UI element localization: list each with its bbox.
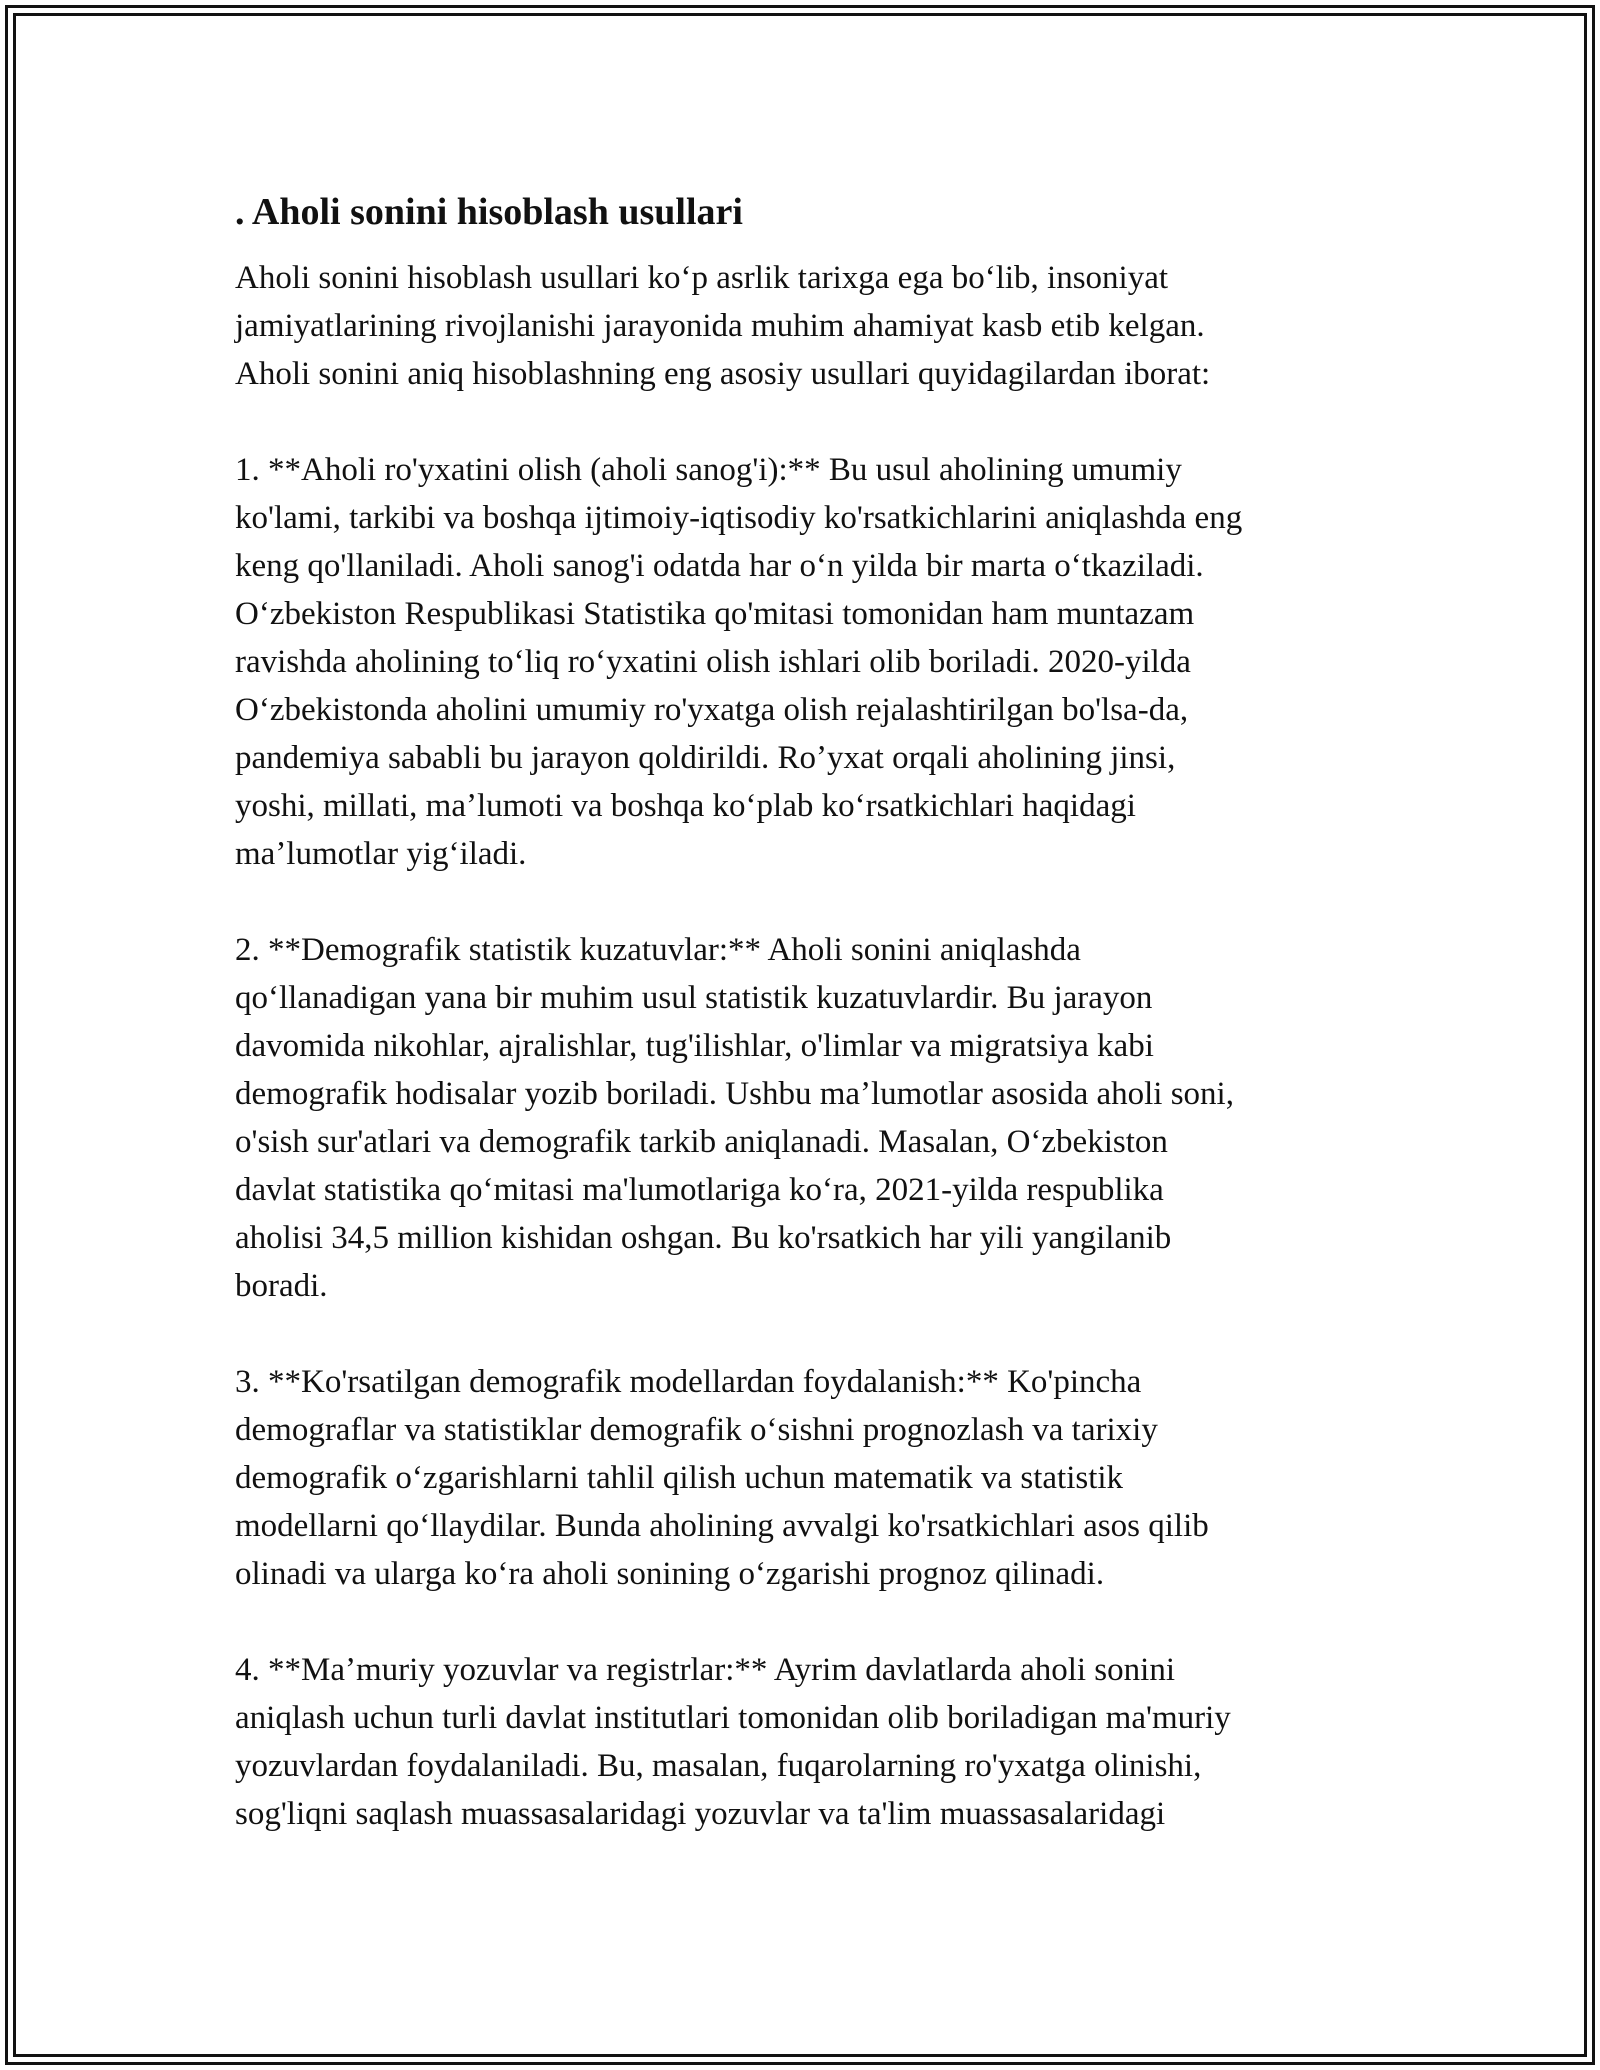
text-line: aniqlash uchun turli davlat institutlari tomonidan olib boriladigan ma'muriy <box>235 1700 1231 1736</box>
text-line: boradi. <box>235 1268 328 1304</box>
text-line: 4. **Maʼmuriy yozuvlar va registrlar:** Ayrim davlatlarda aholi sonini <box>235 1652 1175 1688</box>
text-line: Aholi sonini hisoblash usullari koʻp asrlik tarixga ega boʻlib, insoniyat <box>235 260 1169 296</box>
text-line: modellarni qoʻllaydilar. Bunda aholining avvalgi ko'rsatkichlari asos qilib <box>235 1508 1209 1544</box>
method-1-paragraph <box>235 446 1375 878</box>
text-line: ko'lami, tarkibi va boshqa ijtimoiy-iqtisodiy ko'rsatkichlarini aniqlashda eng <box>235 500 1243 536</box>
text-line: pandemiya sababli bu jarayon qoldirildi. Roʼyxat orqali aholining jinsi, <box>235 740 1176 776</box>
method-3-paragraph <box>235 1358 1375 1598</box>
text-line: o'sish sur'atlari va demografik tarkib aniqlanadi. Masalan, Oʻzbekiston <box>235 1124 1168 1160</box>
text-line: demografik oʻzgarishlarni tahlil qilish uchun matematik va statistik <box>235 1460 1124 1496</box>
text-line: 1. **Aholi ro'yxatini olish (aholi sanog'i):** Bu usul aholining umumiy <box>235 452 1182 488</box>
intro-paragraph <box>235 254 1375 398</box>
text-line: demograflar va statistiklar demografik oʻsishni prognozlash va tarixiy <box>235 1412 1158 1448</box>
text-line: Oʻzbekiston Respublikasi Statistika qo'mitasi tomonidan ham muntazam <box>235 596 1195 632</box>
method-4-paragraph <box>235 1646 1375 1838</box>
text-line: davomida nikohlar, ajralishlar, tug'ilishlar, o'limlar va migratsiya kabi <box>235 1028 1154 1064</box>
text-line: aholisi 34,5 million kishidan oshgan. Bu ko'rsatkich har yili yangilanib <box>235 1220 1172 1256</box>
text-line: ravishda aholining toʻliq roʻyxatini olish ishlari olib boriladi. 2020-yilda <box>235 644 1191 680</box>
text-line: 2. **Demografik statistik kuzatuvlar:** Aholi sonini aniqlashda <box>235 932 1081 968</box>
text-line: yoshi, millati, maʼlumoti va boshqa koʻplab koʻrsatkichlari haqidagi <box>235 788 1136 824</box>
text-line: keng qo'llaniladi. Aholi sanog'i odatda har oʻn yilda bir marta oʻtkaziladi. <box>235 548 1204 584</box>
document-title: . Aholi sonini hisoblash usullari <box>235 191 743 233</box>
text-line: yozuvlardan foydalaniladi. Bu, masalan, fuqarolarning ro'yxatga olinishi, <box>235 1748 1202 1784</box>
text-line: 3. **Ko'rsatilgan demografik modellardan foydalanish:** Ko'pincha <box>235 1364 1142 1400</box>
text-line: qoʻllanadigan yana bir muhim usul statistik kuzatuvlardir. Bu jarayon <box>235 980 1153 1016</box>
text-line: davlat statistika qoʻmitasi ma'lumotlariga koʻra, 2021-yilda respublika <box>235 1172 1164 1208</box>
text-line: jamiyatlarining rivojlanishi jarayonida muhim ahamiyat kasb etib kelgan. <box>235 308 1205 344</box>
text-line: olinadi va ularga koʻra aholi sonining oʻzgarishi prognoz qilinadi. <box>235 1556 1105 1592</box>
text-line: Aholi sonini aniq hisoblashning eng asosiy usullari quyidagilardan iborat: <box>235 356 1211 392</box>
text-line: Oʻzbekistonda aholini umumiy ro'yxatga olish rejalashtirilgan bo'lsa-da, <box>235 692 1189 728</box>
text-line: maʼlumotlar yigʻiladi. <box>235 836 527 872</box>
text-line: demografik hodisalar yozib boriladi. Ushbu maʼlumotlar asosida aholi soni, <box>235 1076 1234 1112</box>
method-2-paragraph <box>235 926 1375 1310</box>
text-line: sog'liqni saqlash muassasalaridagi yozuvlar va ta'lim muassasalaridagi <box>235 1796 1166 1832</box>
document-body <box>235 186 1375 1886</box>
